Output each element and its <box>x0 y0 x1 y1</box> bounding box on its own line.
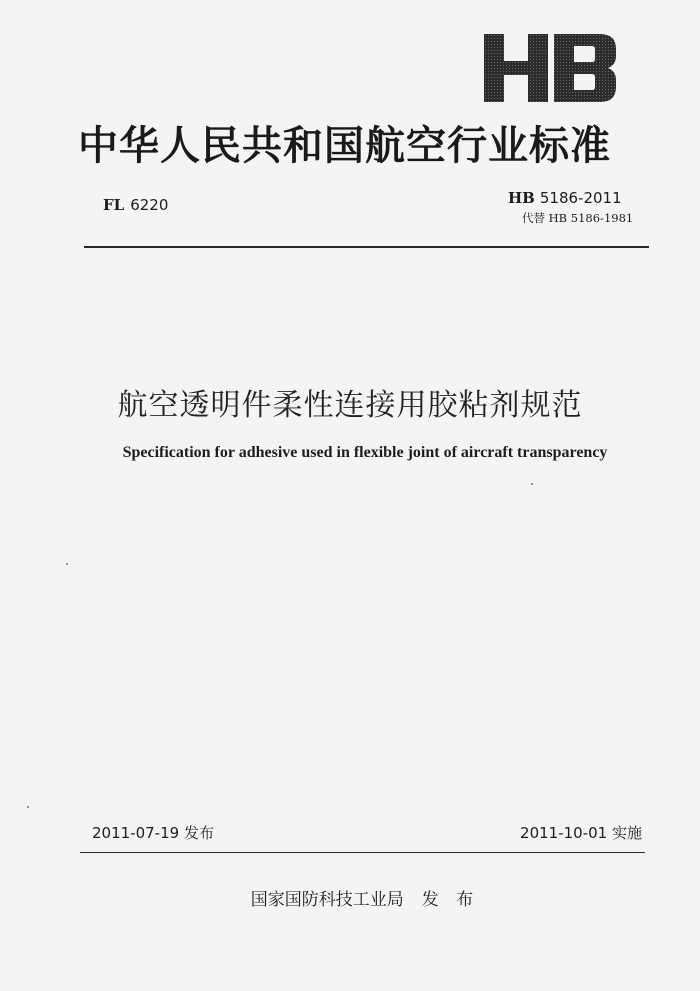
footer-divider <box>80 852 645 853</box>
issue-date: 2011-07-19 发布 <box>92 824 214 842</box>
implementation-date: 2011-10-01 实施 <box>520 824 642 842</box>
classification-prefix: FL <box>103 196 125 214</box>
standard-number-value: 5186-2011 <box>539 189 622 207</box>
issuing-authority-heading: 中华人民共和国航空行业标准 <box>78 123 611 169</box>
scan-speck <box>66 563 68 565</box>
classification-number: 6220 <box>130 196 169 214</box>
standard-number-block <box>508 189 633 226</box>
header-divider <box>84 246 649 248</box>
replaces-standard: 代替 HB 5186-1981 <box>522 211 634 225</box>
standard-number <box>508 189 633 207</box>
hb-logo-graphic <box>484 34 616 102</box>
publisher-action: 发 布 <box>421 890 480 910</box>
standard-prefix: HB <box>508 189 535 207</box>
hb-logo <box>484 34 616 102</box>
publisher-line <box>0 885 700 910</box>
title-english: Specification for adhesive used in flexible joint of aircraft transparency <box>122 444 608 461</box>
publisher-name: 国家国防科技工业局 <box>250 890 404 910</box>
title-chinese: 航空透明件柔性连接用胶粘剂规范 <box>117 388 583 423</box>
scan-speck <box>27 806 29 808</box>
classification-code <box>103 196 168 214</box>
scan-speck <box>531 483 533 485</box>
